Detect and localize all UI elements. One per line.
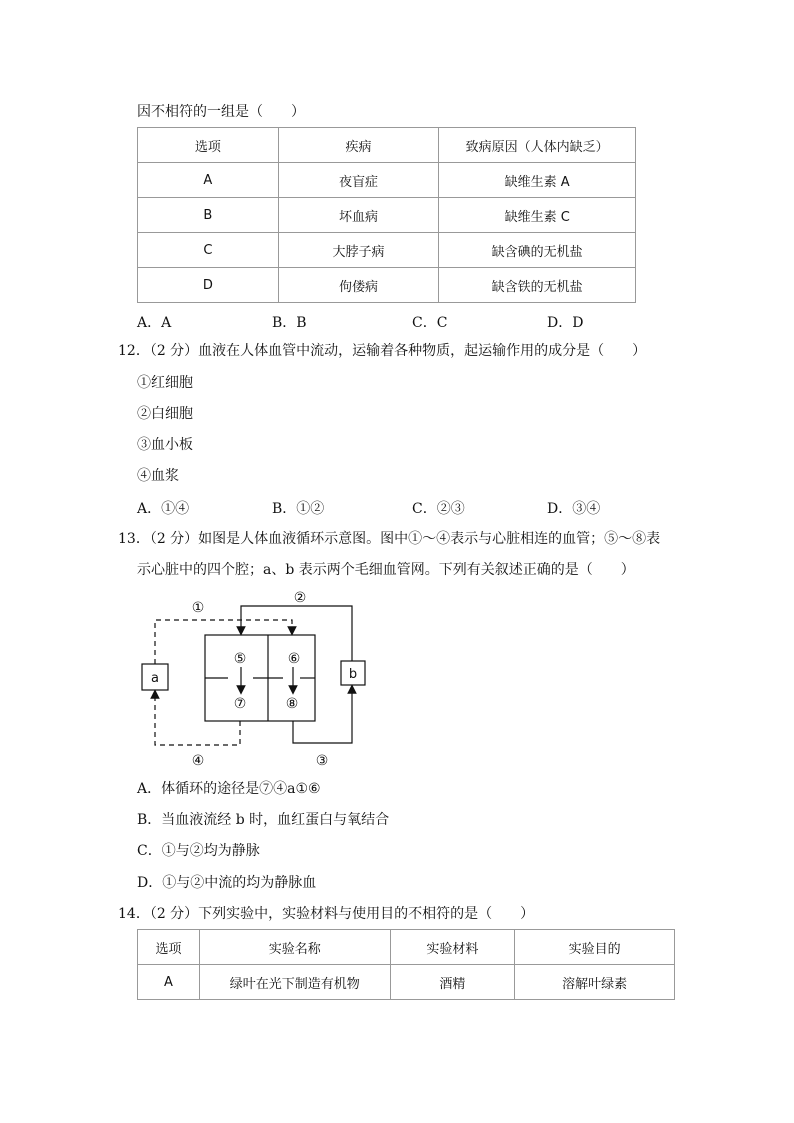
table-cell: 缺维生素 C: [439, 198, 636, 233]
table-cell: 夜盲症: [278, 163, 439, 198]
q14-table: [137, 929, 675, 1000]
label-capillary-a: a: [151, 671, 159, 686]
label-vessel-3: ③: [315, 753, 329, 769]
q12-item: ①红细胞: [137, 375, 193, 391]
option-a[interactable]: A．A: [137, 315, 172, 331]
label-capillary-b: b: [348, 667, 358, 682]
label-chamber-5: ⑤: [233, 651, 247, 667]
option-c[interactable]: C．②③: [412, 501, 465, 517]
q13-option-c[interactable]: C．①与②均为静脉: [137, 843, 260, 859]
q12-item: ②白细胞: [137, 406, 193, 422]
header-cell: 选项: [138, 128, 279, 163]
vessel-1: [155, 620, 292, 664]
option-d[interactable]: D．③④: [547, 501, 601, 517]
table-cell: 溶解叶绿素: [515, 965, 675, 1000]
table-cell: 缺含碘的无机盐: [439, 233, 636, 268]
table-row: [138, 965, 675, 1000]
label-vessel-2: ②: [293, 590, 307, 606]
header-cell: 实验材料: [390, 930, 515, 965]
header-cell: 疾病: [278, 128, 439, 163]
table-cell: D: [138, 268, 279, 303]
option-b[interactable]: B．①②: [272, 501, 325, 517]
header-cell: 实验目的: [515, 930, 675, 965]
label-chamber-7: ⑦: [233, 696, 247, 712]
q12-item: ④血浆: [137, 468, 179, 484]
header-cell: 选项: [138, 930, 200, 965]
option-b[interactable]: B．B: [272, 315, 307, 331]
option-a[interactable]: A．①④: [137, 501, 190, 517]
table-cell: C: [138, 233, 279, 268]
label-vessel-4: ④: [191, 753, 205, 769]
label-vessel-1: ①: [191, 600, 205, 616]
label-chamber-8: ⑧: [285, 696, 299, 712]
table-cell: 缺维生素 A: [439, 163, 636, 198]
table-cell: A: [138, 965, 200, 1000]
q13-option-d[interactable]: D．①与②中流的均为静脉血: [137, 875, 317, 891]
table-cell: 坏血病: [278, 198, 439, 233]
table-cell: 佝偻病: [278, 268, 439, 303]
table-cell: A: [138, 163, 279, 198]
q14-stem: 14．（2 分）下列实验中，实验材料与使用目的不相符的是（ ）: [118, 906, 535, 922]
table-cell: B: [138, 198, 279, 233]
table-header-row: [138, 930, 675, 965]
header-cell: 致病原因（人体内缺乏）: [439, 128, 636, 163]
label-chamber-6: ⑥: [287, 651, 301, 667]
q13-stem-line1: 13．（2 分）如图是人体血液循环示意图。图中①～④表示与心脏相连的血管；⑤～⑧表: [118, 531, 661, 547]
vessel-3: [293, 689, 352, 743]
q11-stem: 因不相符的一组是（ ）: [137, 104, 305, 120]
vessel-4: [155, 694, 240, 745]
table-cell: 酒精: [390, 965, 515, 1000]
option-d[interactable]: D．D: [547, 315, 584, 331]
q12-stem: 12．（2 分）血液在人体血管中流动，运输着各种物质，起运输作用的成分是（ ）: [118, 343, 647, 359]
q13-option-b[interactable]: B．当血液流经 b 时，血红蛋白与氧结合: [137, 812, 390, 828]
table-cell: 缺含铁的无机盐: [439, 268, 636, 303]
q13-stem-line2: 示心脏中的四个腔；a、b 表示两个毛细血管网。下列有关叙述正确的是（ ）: [137, 562, 635, 578]
header-cell: 实验名称: [199, 930, 390, 965]
table-cell: 绿叶在光下制造有机物: [199, 965, 390, 1000]
option-c[interactable]: C．C: [412, 315, 448, 331]
q12-item: ③血小板: [137, 437, 193, 453]
table-cell: 大脖子病: [278, 233, 439, 268]
q13-option-a[interactable]: A．体循环的途径是⑦④a①⑥: [137, 781, 321, 797]
